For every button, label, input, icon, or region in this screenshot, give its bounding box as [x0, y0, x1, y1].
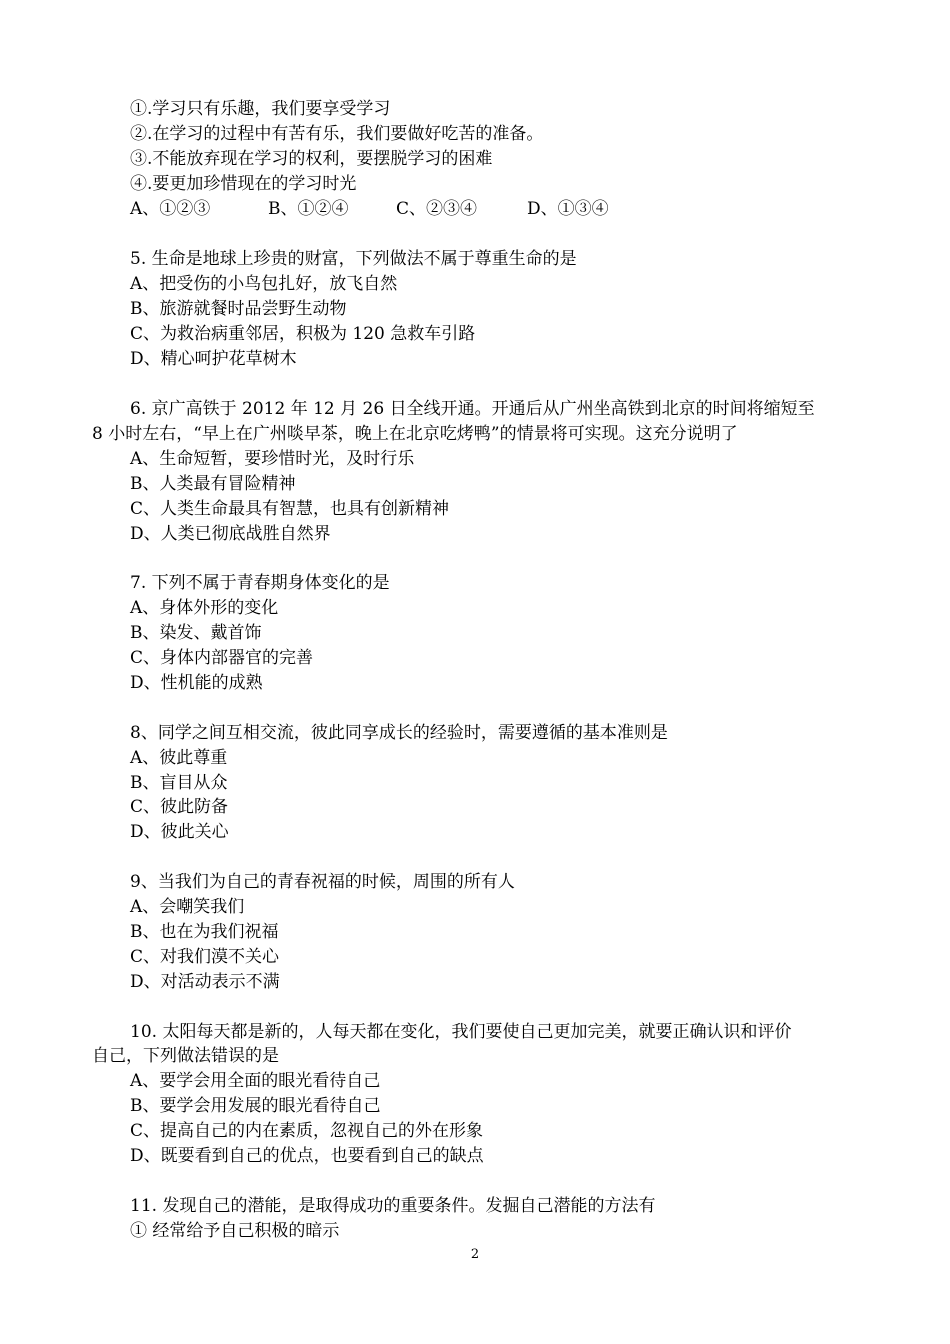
question-8-option-a: A、彼此尊重	[130, 748, 228, 768]
choice-row	[130, 197, 730, 221]
question-6-stem-line2: 8 小时左右，“早上在广州啖早茶，晚上在北京吃烤鸭”的情景将可实现。这充分说明了	[92, 424, 738, 444]
question-7-option-a: A、身体外形的变化	[130, 598, 279, 618]
question-8-option-c: C、彼此防备	[130, 797, 229, 817]
question-10-option-c: C、提高自己的内在素质，忽视自己的外在形象	[130, 1121, 484, 1141]
question-10-stem-line2: 自己，下列做法错误的是	[92, 1046, 279, 1066]
question-8-stem: 8、同学之间互相交流，彼此同享成长的经验时，需要遵循的基本准则是	[130, 723, 668, 743]
question-5-option-b: B、旅游就餐时品尝野生动物	[130, 299, 347, 319]
question-6-stem-line1: 6. 京广高铁于 2012 年 12 月 26 日全线开通。开通后从广州坐高铁到北京的时间将缩短至	[130, 399, 815, 419]
question-8-option-b: B、盲目从众	[130, 773, 228, 793]
question-11-stem: 11. 发现自己的潜能，是取得成功的重要条件。发掘自己潜能的方法有	[130, 1196, 656, 1216]
question-9-option-b: B、也在为我们祝福	[130, 922, 279, 942]
question-6-option-d: D、人类已彻底战胜自然界	[130, 524, 331, 544]
question-7-stem: 7. 下列不属于青春期身体变化的是	[130, 573, 390, 593]
choice-c: C、②③④	[396, 199, 478, 219]
page-number: 2	[470, 1247, 480, 1262]
choice-d: D、①③④	[527, 199, 609, 219]
question-10-option-a: A、要学会用全面的眼光看待自己	[130, 1071, 381, 1091]
question-10-stem-line1: 10. 太阳每天都是新的，人每天都在变化，我们要使自己更加完美，就要正确认识和评价	[130, 1022, 792, 1042]
question-6-option-a: A、生命短暂，要珍惜时光，及时行乐	[130, 449, 415, 469]
statement-4: ④.要更加珍惜现在的学习时光	[130, 174, 357, 194]
question-5-stem: 5. 生命是地球上珍贵的财富，下列做法不属于尊重生命的是	[130, 249, 577, 269]
question-5-option-d: D、精心呵护花草树木	[130, 349, 297, 369]
statement-3: ③.不能放弃现在学习的权利，要摆脱学习的困难	[130, 149, 493, 169]
question-9-option-a: A、会嘲笑我们	[130, 897, 245, 917]
choice-b: B、①②④	[268, 199, 349, 219]
statement-2: ②.在学习的过程中有苦有乐，我们要做好吃苦的准备。	[130, 124, 544, 144]
question-5-option-a: A、把受伤的小鸟包扎好，放飞自然	[130, 274, 398, 294]
question-11-option-1: ① 经常给予自己积极的暗示	[130, 1221, 340, 1241]
question-10-option-d: D、既要看到自己的优点，也要看到自己的缺点	[130, 1146, 484, 1166]
choice-a: A、①②③	[130, 199, 211, 219]
statement-1: ①.学习只有乐趣，我们要享受学习	[130, 99, 391, 119]
question-6-option-b: B、人类最有冒险精神	[130, 474, 296, 494]
question-9-stem: 9、当我们为自己的青春祝福的时候，周围的所有人	[130, 872, 515, 892]
question-9-option-d: D、对活动表示不满	[130, 972, 280, 992]
question-7-option-d: D、性机能的成熟	[130, 673, 263, 693]
question-9-option-c: C、对我们漠不关心	[130, 947, 280, 967]
question-5-option-c: C、为救治病重邻居，积极为 120 急救车引路	[130, 324, 476, 344]
question-10-option-b: B、要学会用发展的眼光看待自己	[130, 1096, 381, 1116]
question-7-option-c: C、身体内部器官的完善	[130, 648, 314, 668]
question-8-option-d: D、彼此关心	[130, 822, 229, 842]
question-6-option-c: C、人类生命最具有智慧，也具有创新精神	[130, 499, 450, 519]
question-7-option-b: B、染发、戴首饰	[130, 623, 262, 643]
